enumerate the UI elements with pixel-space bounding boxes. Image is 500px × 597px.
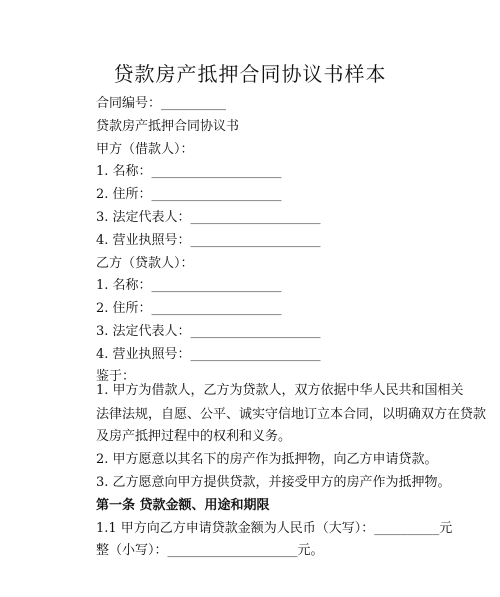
recital-1-line-3: 及房产抵押过程中的权利和义务。 — [96, 429, 292, 444]
party-b-name: 1. 名称：____________________ — [96, 278, 282, 293]
party-a-name: 1. 名称：____________________ — [96, 164, 282, 179]
recital-2: 2. 甲方愿意以其名下的房产作为抵押物，向乙方申请贷款。 — [96, 452, 438, 467]
recital-1-line-2: 法律法规，自愿、公平、诚实守信地订立本合同，以明确双方在贷款 — [96, 407, 487, 422]
contract-number: 合同编号：__________ — [96, 96, 227, 111]
party-a-heading: 甲方（借款人）： — [96, 142, 194, 157]
document-title: 贷款房产抵押合同协议书样本 — [113, 62, 387, 86]
party-b-representative: 3. 法定代表人：____________________ — [96, 324, 321, 339]
recital-1-line-1: 1. 甲方为借款人，乙方为贷款人，双方依据中华人民共和国相关 — [96, 383, 464, 398]
article-1-1-line-1: 1.1 甲方向乙方申请贷款金额为人民币（大写）：__________元 — [96, 521, 453, 536]
party-b-license: 4. 营业执照号：____________________ — [96, 347, 321, 362]
whereas-heading: 鉴于： — [96, 369, 136, 384]
party-a-address: 2. 住所：____________________ — [96, 187, 282, 202]
article-1-1-line-2: 整（小写）：____________________元。 — [96, 543, 324, 558]
article-1-heading: 第一条 贷款金额、用途和期限 — [96, 498, 270, 513]
party-b-address: 2. 住所：____________________ — [96, 301, 282, 316]
recital-3: 3. 乙方愿意向甲方提供贷款，并接受甲方的房产作为抵押物。 — [96, 475, 451, 490]
party-a-representative: 3. 法定代表人：____________________ — [96, 210, 321, 225]
party-b-heading: 乙方（贷款人）： — [96, 256, 194, 271]
document-subtitle: 贷款房产抵押合同协议书 — [96, 119, 240, 134]
party-a-license: 4. 营业执照号：____________________ — [96, 233, 321, 248]
